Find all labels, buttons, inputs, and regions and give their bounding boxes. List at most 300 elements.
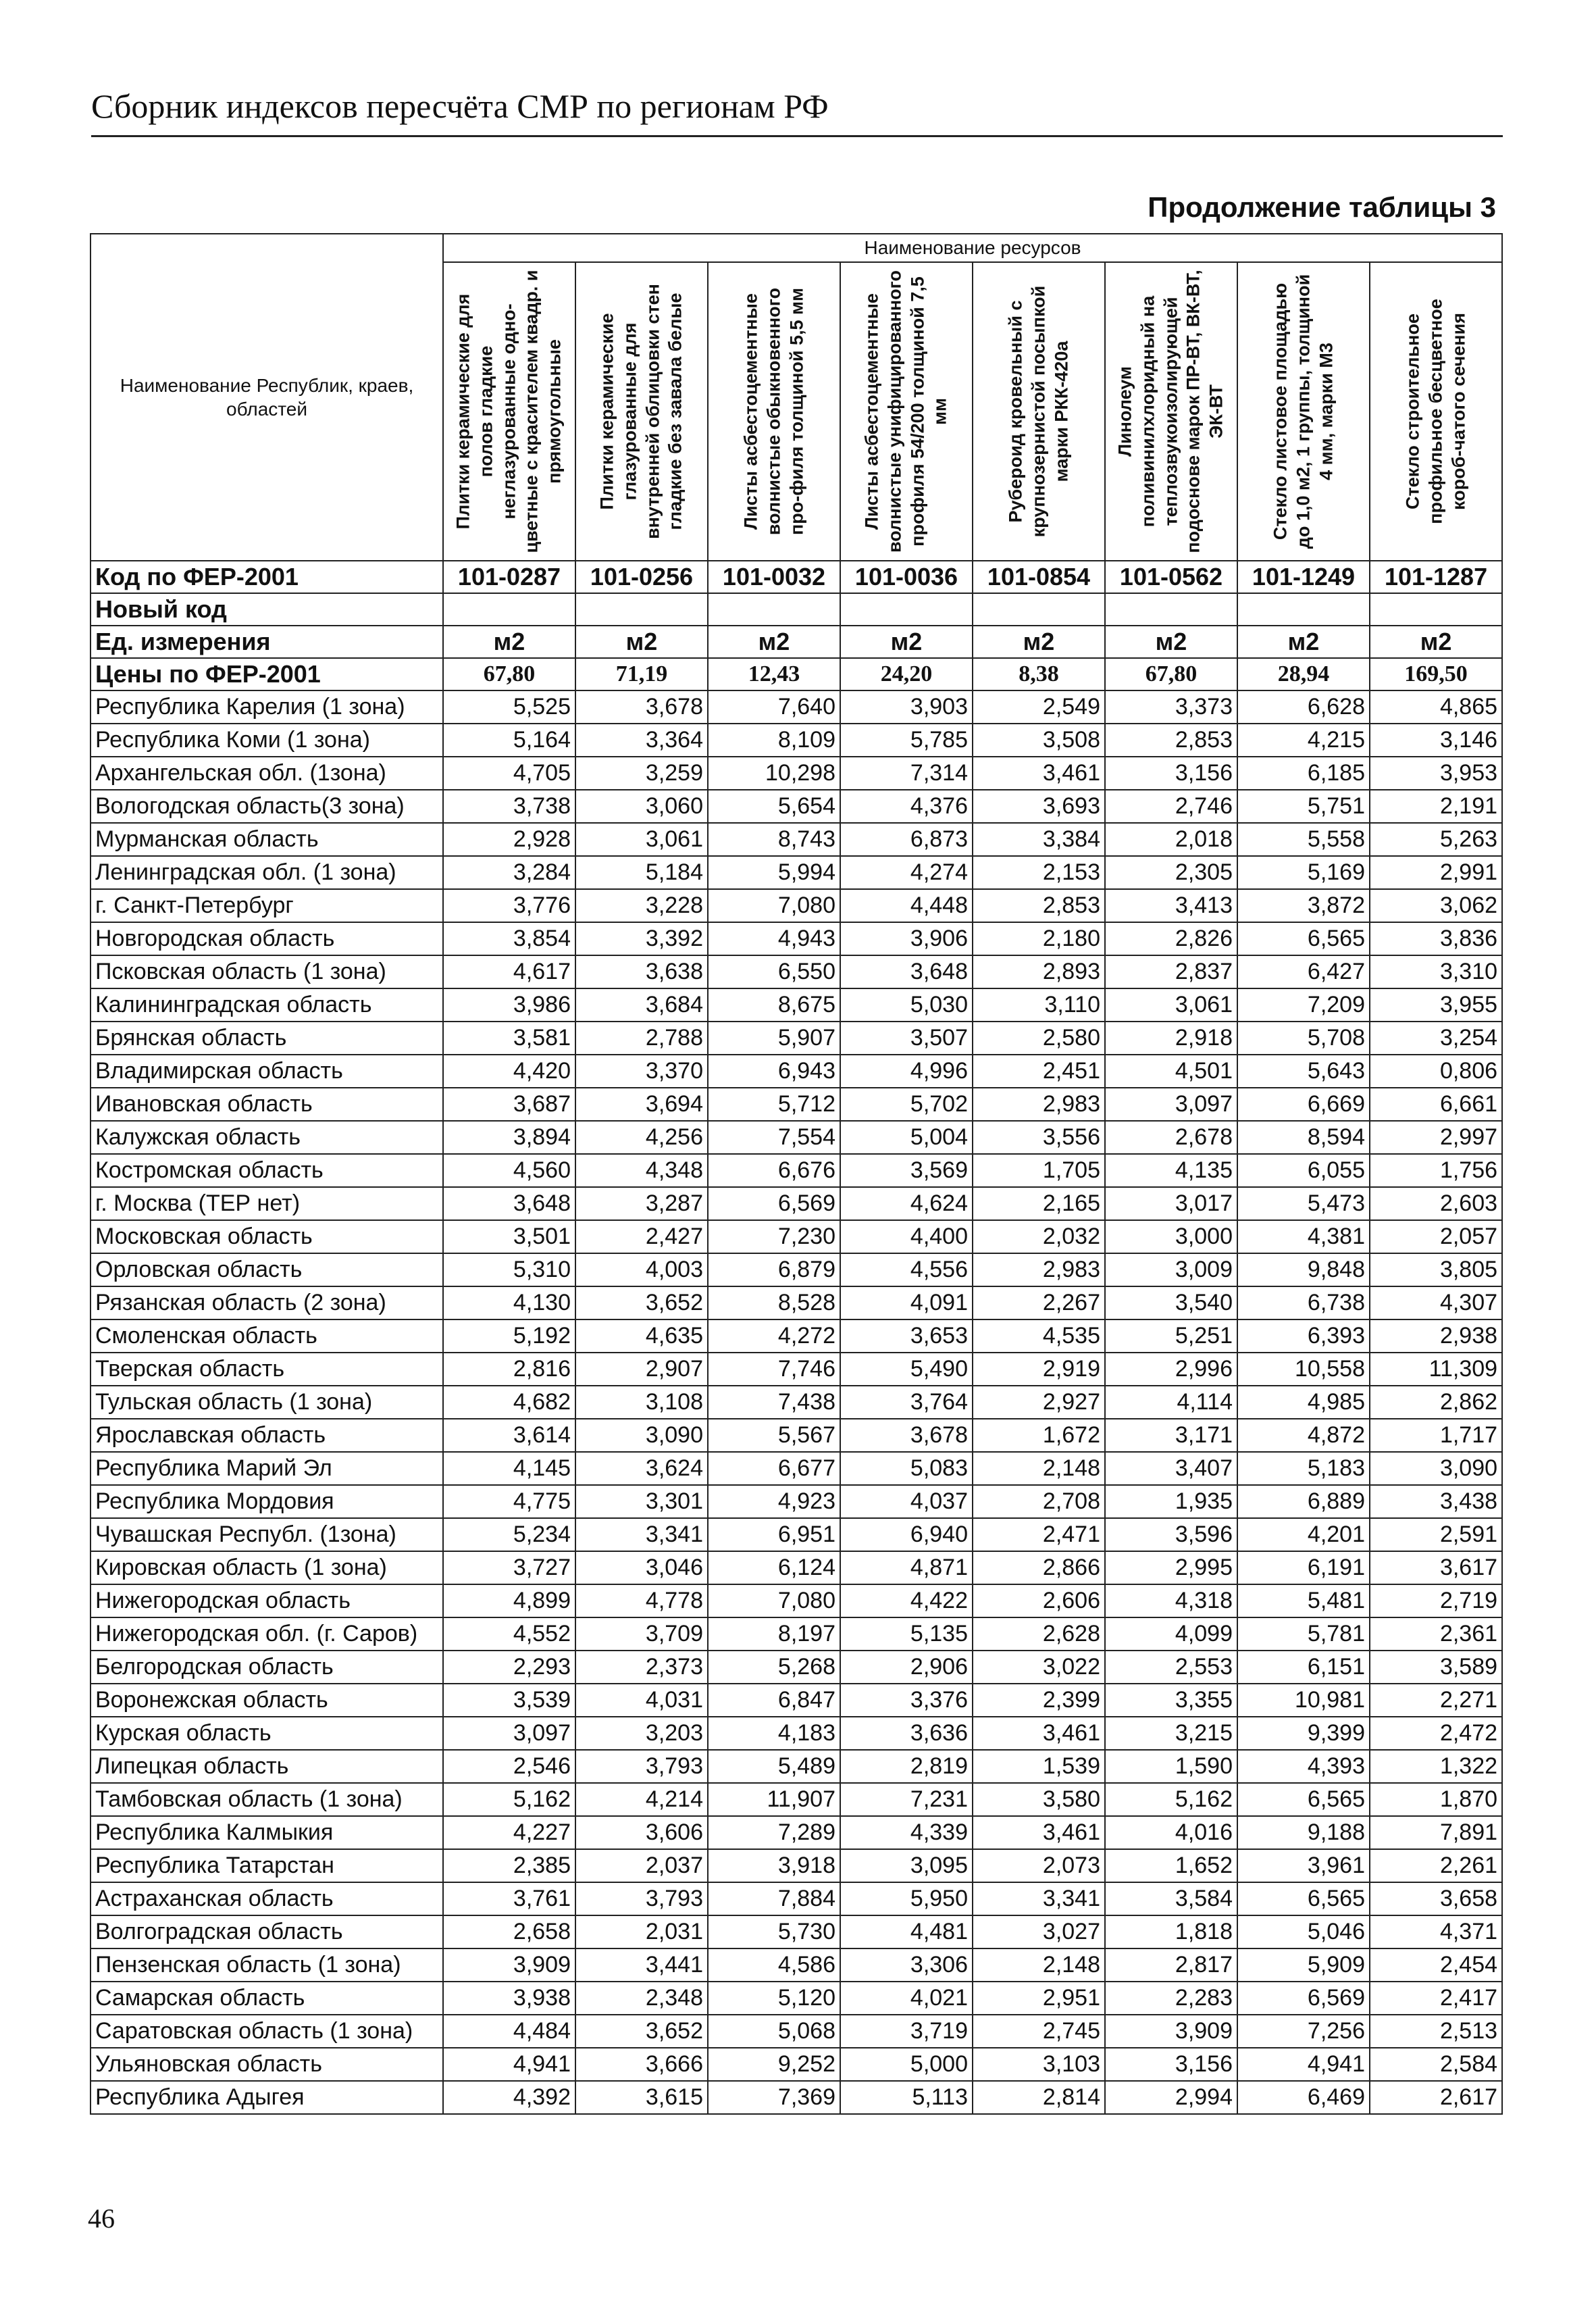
index-value-cell: 5,135	[840, 1617, 973, 1651]
index-value-cell: 3,413	[1105, 889, 1237, 922]
index-value-cell: 5,730	[708, 1915, 840, 1948]
table-row	[91, 2015, 1502, 2048]
index-value-cell: 3,589	[1370, 1651, 1502, 1684]
table-row	[91, 1485, 1502, 1518]
index-value-cell: 3,953	[1370, 757, 1502, 790]
index-value-cell: 6,669	[1237, 1088, 1370, 1121]
table-row	[91, 1286, 1502, 1319]
table-row	[91, 1154, 1502, 1187]
index-value-cell: 2,994	[1105, 2081, 1237, 2114]
index-value-cell: 3,341	[575, 1518, 708, 1551]
index-value-cell: 4,003	[575, 1253, 708, 1286]
index-value-cell: 3,652	[575, 2015, 708, 2048]
index-value-cell: 6,879	[708, 1253, 840, 1286]
index-value-cell: 6,393	[1237, 1319, 1370, 1353]
table-row	[91, 1220, 1502, 1253]
column-header	[443, 262, 575, 561]
column-header-text: Рубероид кровельный с крупнозернистой посыпкой марки РКК-420а	[1005, 285, 1071, 538]
index-value-cell: 6,565	[1237, 922, 1370, 955]
region-name-cell: Ульяновская область	[91, 2048, 443, 2081]
index-value-cell: 4,130	[443, 1286, 575, 1319]
index-value-cell: 2,997	[1370, 1121, 1502, 1154]
index-value-cell: 11,907	[708, 1783, 840, 1816]
index-value-cell: 4,183	[708, 1717, 840, 1750]
index-value-cell: 3,090	[575, 1419, 708, 1452]
index-value-cell: 4,484	[443, 2015, 575, 2048]
column-header	[1370, 262, 1502, 561]
region-name-cell: Самарская область	[91, 1982, 443, 2015]
index-value-cell: 5,567	[708, 1419, 840, 1452]
index-value-cell: 10,981	[1237, 1684, 1370, 1717]
region-name-cell: Нижегородская обл. (г. Саров)	[91, 1617, 443, 1651]
index-value-cell: 3,918	[708, 1849, 840, 1882]
region-name-cell: Новгородская область	[91, 922, 443, 955]
index-value-cell: 4,099	[1105, 1617, 1237, 1651]
index-value-cell: 3,384	[973, 823, 1105, 856]
new-code-cell	[575, 593, 708, 626]
index-value-cell: 2,031	[575, 1915, 708, 1948]
index-value-cell: 3,507	[840, 1022, 973, 1055]
index-value-cell: 5,781	[1237, 1617, 1370, 1651]
table-row	[91, 988, 1502, 1022]
index-value-cell: 2,862	[1370, 1386, 1502, 1419]
index-value-cell: 3,441	[575, 1948, 708, 1982]
index-value-cell: 2,816	[443, 1353, 575, 1386]
region-name-cell: Орловская область	[91, 1253, 443, 1286]
index-value-cell: 2,361	[1370, 1617, 1502, 1651]
code-cell: 101-0562	[1105, 561, 1237, 593]
column-header-text: Плитки керамические для полов гладкие неглазурованные одно-цветные с красителем квадр. и прямоугольные	[453, 270, 565, 553]
index-value-cell: 2,553	[1105, 1651, 1237, 1684]
index-value-cell: 5,907	[708, 1022, 840, 1055]
index-value-cell: 4,114	[1105, 1386, 1237, 1419]
region-name-cell: Ярославская область	[91, 1419, 443, 1452]
index-value-cell: 6,565	[1237, 1882, 1370, 1915]
index-value-cell: 2,951	[973, 1982, 1105, 2015]
index-value-cell: 2,658	[443, 1915, 575, 1948]
table-row	[91, 1617, 1502, 1651]
index-value-cell: 3,793	[575, 1882, 708, 1915]
index-value-cell: 3,103	[973, 2048, 1105, 2081]
index-value-cell: 2,603	[1370, 1187, 1502, 1220]
region-name-cell: Республика Карелия (1 зона)	[91, 690, 443, 724]
column-header-text: Линолеум поливинилхлоридный на теплозвукоизолирующей подоснове марок ПР-ВТ, ВК-ВТ, ЭК-ВТ	[1114, 270, 1227, 553]
index-value-cell: 7,209	[1237, 988, 1370, 1022]
column-header-text: Плитки керамические глазурованные для внутренней облицовки стен гладкие без завала белые	[596, 284, 686, 539]
index-value-cell: 3,614	[443, 1419, 575, 1452]
index-value-cell: 3,156	[1105, 2048, 1237, 2081]
new-code-cell	[1370, 593, 1502, 626]
index-value-cell: 2,373	[575, 1651, 708, 1684]
index-value-cell: 6,151	[1237, 1651, 1370, 1684]
code-cell: 101-0032	[708, 561, 840, 593]
index-value-cell: 3,310	[1370, 955, 1502, 988]
region-name-cell: Курская область	[91, 1717, 443, 1750]
region-name-cell: Мурманская область	[91, 823, 443, 856]
index-value-cell: 4,985	[1237, 1386, 1370, 1419]
index-value-cell: 6,951	[708, 1518, 840, 1551]
column-header	[1105, 262, 1237, 561]
column-header	[1237, 262, 1370, 561]
code-row	[91, 561, 1502, 593]
region-name-cell: Псковская область (1 зона)	[91, 955, 443, 988]
region-name-cell: Тамбовская область (1 зона)	[91, 1783, 443, 1816]
index-value-cell: 5,950	[840, 1882, 973, 1915]
index-value-cell: 4,872	[1237, 1419, 1370, 1452]
region-name-cell: Калужская область	[91, 1121, 443, 1154]
index-value-cell: 3,638	[575, 955, 708, 988]
index-value-cell: 7,369	[708, 2081, 840, 2114]
index-value-cell: 6,676	[708, 1154, 840, 1187]
index-value-cell: 6,569	[708, 1187, 840, 1220]
index-value-cell: 4,420	[443, 1055, 575, 1088]
index-value-cell: 4,778	[575, 1584, 708, 1617]
index-value-cell: 5,068	[708, 2015, 840, 2048]
new-code-cell	[973, 593, 1105, 626]
unit-cell: м2	[840, 626, 973, 658]
resources-group-header: Наименование ресурсов	[443, 234, 1502, 262]
index-value-cell: 2,719	[1370, 1584, 1502, 1617]
table-row	[91, 922, 1502, 955]
index-value-cell: 2,606	[973, 1584, 1105, 1617]
index-value-cell: 5,120	[708, 1982, 840, 2015]
index-value-cell: 3,097	[443, 1717, 575, 1750]
region-name-cell: Вологодская область(3 зона)	[91, 790, 443, 823]
index-value-cell: 4,535	[973, 1319, 1105, 1353]
index-value-cell: 5,654	[708, 790, 840, 823]
index-value-cell: 6,943	[708, 1055, 840, 1088]
index-value-cell: 6,889	[1237, 1485, 1370, 1518]
table-continuation-caption: Продолжение таблицы 3	[1148, 191, 1496, 223]
index-value-cell: 4,705	[443, 757, 575, 790]
index-value-cell: 2,073	[973, 1849, 1105, 1882]
index-value-cell: 3,569	[840, 1154, 973, 1187]
column-header-text: Стекло строительное профильное бесцветное короб-чатого сечения	[1402, 299, 1468, 524]
table-row	[91, 1882, 1502, 1915]
table-row	[91, 1187, 1502, 1220]
region-name-cell: Республика Коми (1 зона)	[91, 724, 443, 757]
index-value-cell: 3,872	[1237, 889, 1370, 922]
index-value-cell: 6,550	[708, 955, 840, 988]
index-value-cell: 1,590	[1105, 1750, 1237, 1783]
new-code-cell	[1105, 593, 1237, 626]
index-value-cell: 3,596	[1105, 1518, 1237, 1551]
index-value-cell: 4,274	[840, 856, 973, 889]
index-value-cell: 3,678	[575, 690, 708, 724]
region-name-cell: Московская область	[91, 1220, 443, 1253]
index-value-cell: 2,348	[575, 1982, 708, 2015]
index-value-cell: 5,263	[1370, 823, 1502, 856]
table-row	[91, 1452, 1502, 1485]
index-value-cell: 3,909	[443, 1948, 575, 1982]
index-value-cell: 4,941	[443, 2048, 575, 2081]
index-value-cell: 3,556	[973, 1121, 1105, 1154]
index-value-cell: 2,819	[840, 1750, 973, 1783]
index-value-cell: 2,261	[1370, 1849, 1502, 1882]
index-value-cell: 4,214	[575, 1783, 708, 1816]
index-value-cell: 3,540	[1105, 1286, 1237, 1319]
index-value-cell: 9,252	[708, 2048, 840, 2081]
index-value-cell: 7,314	[840, 757, 973, 790]
table-row	[91, 790, 1502, 823]
index-value-cell: 4,318	[1105, 1584, 1237, 1617]
index-value-cell: 6,738	[1237, 1286, 1370, 1319]
index-value-cell: 2,057	[1370, 1220, 1502, 1253]
index-value-cell: 3,095	[840, 1849, 973, 1882]
index-value-cell: 6,940	[840, 1518, 973, 1551]
index-value-cell: 4,392	[443, 2081, 575, 2114]
price-cell: 67,80	[443, 658, 575, 690]
table-row	[91, 889, 1502, 922]
index-value-cell: 4,865	[1370, 690, 1502, 724]
index-value-cell: 5,525	[443, 690, 575, 724]
index-value-cell: 4,422	[840, 1584, 973, 1617]
index-value-cell: 2,996	[1105, 1353, 1237, 1386]
region-name-cell: г. Санкт-Петербург	[91, 889, 443, 922]
unit-cell: м2	[575, 626, 708, 658]
index-value-cell: 5,643	[1237, 1055, 1370, 1088]
column-header	[973, 262, 1105, 561]
index-value-cell: 7,891	[1370, 1816, 1502, 1849]
index-value-cell: 2,305	[1105, 856, 1237, 889]
index-value-cell: 2,817	[1105, 1948, 1237, 1982]
code-cell: 101-1249	[1237, 561, 1370, 593]
region-name-cell: Липецкая область	[91, 1750, 443, 1783]
index-value-cell: 4,941	[1237, 2048, 1370, 2081]
code-cell: 101-0854	[973, 561, 1105, 593]
index-value-cell: 8,197	[708, 1617, 840, 1651]
index-value-cell: 1,705	[973, 1154, 1105, 1187]
index-value-cell: 5,558	[1237, 823, 1370, 856]
index-value-cell: 3,284	[443, 856, 575, 889]
index-value-cell: 10,558	[1237, 1353, 1370, 1386]
index-value-cell: 3,764	[840, 1386, 973, 1419]
index-value-cell: 3,606	[575, 1816, 708, 1849]
index-value-cell: 3,228	[575, 889, 708, 922]
index-value-cell: 4,339	[840, 1816, 973, 1849]
region-name-cell: Воронежская область	[91, 1684, 443, 1717]
table-row	[91, 1353, 1502, 1386]
index-value-cell: 3,171	[1105, 1419, 1237, 1452]
region-name-cell: Смоленская область	[91, 1319, 443, 1353]
index-value-cell: 3,658	[1370, 1882, 1502, 1915]
index-value-cell: 3,615	[575, 2081, 708, 2114]
index-value-cell: 2,617	[1370, 2081, 1502, 2114]
index-value-cell: 3,648	[840, 955, 973, 988]
index-value-cell: 6,565	[1237, 1783, 1370, 1816]
index-value-cell: 4,307	[1370, 1286, 1502, 1319]
index-value-cell: 6,185	[1237, 757, 1370, 790]
table-row	[91, 1022, 1502, 1055]
new-code-row	[91, 593, 1502, 626]
region-name-cell: Белгородская область	[91, 1651, 443, 1684]
index-value-cell: 3,727	[443, 1551, 575, 1584]
index-value-cell: 5,489	[708, 1750, 840, 1783]
index-value-cell: 3,090	[1370, 1452, 1502, 1485]
index-value-cell: 3,793	[575, 1750, 708, 1783]
index-value-cell: 3,027	[973, 1915, 1105, 1948]
index-value-cell: 5,490	[840, 1353, 973, 1386]
table-body	[91, 561, 1502, 2114]
index-value-cell: 5,712	[708, 1088, 840, 1121]
index-value-cell: 7,080	[708, 1584, 840, 1617]
index-value-cell: 4,145	[443, 1452, 575, 1485]
index-value-cell: 3,617	[1370, 1551, 1502, 1584]
index-value-cell: 6,469	[1237, 2081, 1370, 2114]
index-value-cell: 2,399	[973, 1684, 1105, 1717]
index-value-cell: 3,580	[973, 1783, 1105, 1816]
region-name-cell: Нижегородская область	[91, 1584, 443, 1617]
index-value-cell: 5,708	[1237, 1022, 1370, 1055]
index-value-cell: 5,251	[1105, 1319, 1237, 1353]
table-row	[91, 690, 1502, 724]
index-value-cell: 2,628	[973, 1617, 1105, 1651]
index-value-cell: 2,293	[443, 1651, 575, 1684]
index-value-cell: 3,215	[1105, 1717, 1237, 1750]
price-row	[91, 658, 1502, 690]
index-value-cell: 3,392	[575, 922, 708, 955]
table-row	[91, 1783, 1502, 1816]
index-value-cell: 3,061	[1105, 988, 1237, 1022]
index-value-cell: 3,461	[973, 1717, 1105, 1750]
index-value-cell: 5,162	[443, 1783, 575, 1816]
index-value-cell: 2,018	[1105, 823, 1237, 856]
index-value-cell: 2,513	[1370, 2015, 1502, 2048]
index-value-cell: 4,501	[1105, 1055, 1237, 1088]
region-name-cell: Ленинградская обл. (1 зона)	[91, 856, 443, 889]
index-value-cell: 4,556	[840, 1253, 973, 1286]
index-value-cell: 5,169	[1237, 856, 1370, 889]
index-value-cell: 3,438	[1370, 1485, 1502, 1518]
index-table	[90, 233, 1503, 2115]
index-value-cell: 8,743	[708, 823, 840, 856]
column-header	[840, 262, 973, 561]
index-value-cell: 3,636	[840, 1717, 973, 1750]
unit-cell: м2	[443, 626, 575, 658]
region-column-header: Наименование Республик, краев, областей	[91, 234, 443, 561]
index-value-cell: 8,528	[708, 1286, 840, 1319]
index-value-cell: 3,306	[840, 1948, 973, 1982]
index-value-cell: 2,591	[1370, 1518, 1502, 1551]
index-value-cell: 2,983	[973, 1088, 1105, 1121]
index-value-cell: 3,684	[575, 988, 708, 1022]
unit-row	[91, 626, 1502, 658]
index-value-cell: 6,124	[708, 1551, 840, 1584]
index-value-cell: 3,373	[1105, 690, 1237, 724]
region-name-cell: Республика Адыгея	[91, 2081, 443, 2114]
table-row	[91, 724, 1502, 757]
region-name-cell: Архангельская обл. (1зона)	[91, 757, 443, 790]
index-value-cell: 3,687	[443, 1088, 575, 1121]
index-value-cell: 2,853	[1105, 724, 1237, 757]
column-header-text: Листы асбестоцементные волнистые обыкновенного про-филя толщиной 5,5 мм	[740, 287, 806, 536]
index-value-cell: 6,677	[708, 1452, 840, 1485]
index-value-cell: 6,427	[1237, 955, 1370, 988]
region-name-cell: Калининградская область	[91, 988, 443, 1022]
new-code-cell	[708, 593, 840, 626]
table-row	[91, 1816, 1502, 1849]
page-number: 46	[88, 2203, 115, 2234]
index-value-cell: 2,907	[575, 1353, 708, 1386]
index-value-cell: 3,694	[575, 1088, 708, 1121]
index-value-cell: 5,162	[1105, 1783, 1237, 1816]
index-value-cell: 1,818	[1105, 1915, 1237, 1948]
index-value-cell: 3,955	[1370, 988, 1502, 1022]
table-row	[91, 1088, 1502, 1121]
region-name-cell: Республика Татарстан	[91, 1849, 443, 1882]
index-value-cell: 9,399	[1237, 1717, 1370, 1750]
index-value-cell: 5,702	[840, 1088, 973, 1121]
table-row	[91, 757, 1502, 790]
index-value-cell: 4,996	[840, 1055, 973, 1088]
unit-cell: м2	[973, 626, 1105, 658]
table-row	[91, 2048, 1502, 2081]
index-value-cell: 2,995	[1105, 1551, 1237, 1584]
index-value-cell: 3,341	[973, 1882, 1105, 1915]
index-value-cell: 2,928	[443, 823, 575, 856]
index-value-cell: 4,393	[1237, 1750, 1370, 1783]
table-row	[91, 1717, 1502, 1750]
index-value-cell: 3,909	[1105, 2015, 1237, 2048]
index-value-cell: 2,746	[1105, 790, 1237, 823]
table-row	[91, 1253, 1502, 1286]
index-value-cell: 4,021	[840, 1982, 973, 2015]
price-cell: 28,94	[1237, 658, 1370, 690]
price-cell: 12,43	[708, 658, 840, 690]
index-value-cell: 3,287	[575, 1187, 708, 1220]
index-value-cell: 3,376	[840, 1684, 973, 1717]
index-value-cell: 2,153	[973, 856, 1105, 889]
index-value-cell: 2,938	[1370, 1319, 1502, 1353]
index-value-cell: 4,256	[575, 1121, 708, 1154]
region-name-cell: Владимирская область	[91, 1055, 443, 1088]
index-value-cell: 4,871	[840, 1551, 973, 1584]
index-value-cell: 3,060	[575, 790, 708, 823]
column-header	[708, 262, 840, 561]
table-row	[91, 1849, 1502, 1882]
table-row	[91, 1750, 1502, 1783]
index-value-cell: 3,017	[1105, 1187, 1237, 1220]
new-code-row-label: Новый код	[91, 593, 443, 626]
index-value-cell: 4,448	[840, 889, 973, 922]
index-value-cell: 5,164	[443, 724, 575, 757]
index-value-cell: 2,037	[575, 1849, 708, 1882]
price-cell: 24,20	[840, 658, 973, 690]
table-row	[91, 1121, 1502, 1154]
region-name-cell: Ивановская область	[91, 1088, 443, 1121]
index-value-cell: 8,675	[708, 988, 840, 1022]
index-value-cell: 3,678	[840, 1419, 973, 1452]
region-name-cell: Чувашская Республ. (1зона)	[91, 1518, 443, 1551]
new-code-cell	[443, 593, 575, 626]
index-value-cell: 7,289	[708, 1816, 840, 1849]
index-value-cell: 8,109	[708, 724, 840, 757]
price-cell: 169,50	[1370, 658, 1502, 690]
index-value-cell: 4,376	[840, 790, 973, 823]
index-value-cell: 3,938	[443, 1982, 575, 2015]
table-row	[91, 1915, 1502, 1948]
unit-row-label: Ед. измерения	[91, 626, 443, 658]
index-value-cell: 4,923	[708, 1485, 840, 1518]
new-code-cell	[1237, 593, 1370, 626]
code-cell: 101-0036	[840, 561, 973, 593]
index-value-cell: 7,256	[1237, 2015, 1370, 2048]
index-value-cell: 5,234	[443, 1518, 575, 1551]
index-value-cell: 4,481	[840, 1915, 973, 1948]
index-value-cell: 0,806	[1370, 1055, 1502, 1088]
index-value-cell: 3,061	[575, 823, 708, 856]
index-value-cell: 5,000	[840, 2048, 973, 2081]
